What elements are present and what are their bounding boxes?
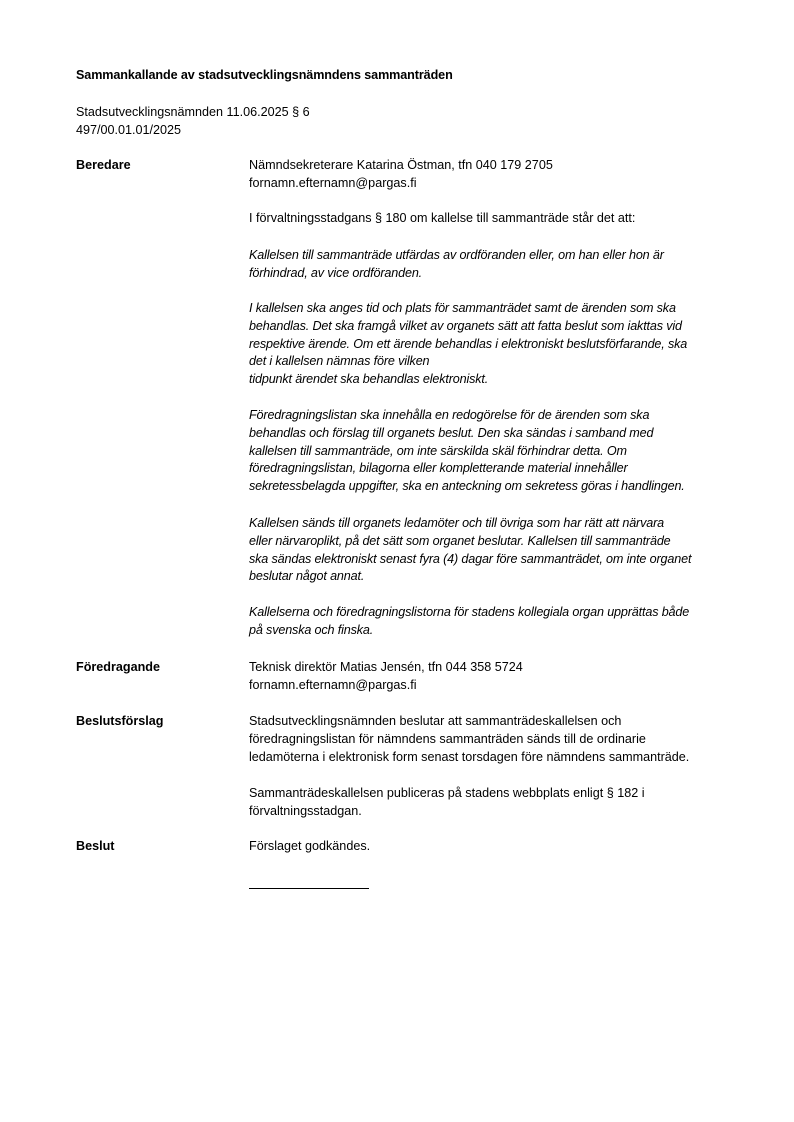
quote-line: förhindrad, av vice ordföranden. — [249, 265, 423, 280]
quote-paragraph-2 — [249, 300, 745, 389]
quote-paragraph-5 — [249, 604, 745, 640]
quote-line: beslutar något annat. — [249, 569, 365, 584]
quote-paragraph-1 — [249, 247, 745, 283]
document-title: Sammankallande av stadsutvecklingsnämndens sammanträden — [76, 68, 453, 82]
section-beslutsforslag — [249, 713, 745, 766]
section-label-beslut: Beslut — [76, 839, 115, 853]
presenter-email: fornamn.efternamn@pargas.fi — [249, 677, 417, 692]
quote-line: sekretessbelagda uppgifter, ska en anteckning om sekretess göras i handlingen. — [249, 479, 685, 494]
proposal-line: Sammanträdeskallelsen publiceras på stadens webbplats enligt § 182 i — [249, 786, 645, 800]
proposal-line: ledamöterna i elektronisk form senast torsdagen före nämndens sammanträde. — [249, 749, 690, 764]
quote-paragraph-3 — [249, 407, 745, 496]
preparer-email: fornamn.efternamn@pargas.fi — [249, 175, 417, 190]
quote-line: kallelsen till sammanträde, om inte särskilda skäl förhindrar detta. Om — [249, 443, 627, 458]
decision-text: Förslaget godkändes. — [249, 839, 371, 853]
proposal-line: Stadsutvecklingsnämnden beslutar att sammanträdeskallelsen och — [249, 714, 622, 728]
quote-line: Föredragningslistan ska innehålla en redogörelse för de ärenden som ska — [249, 408, 650, 422]
quote-line: respektive ärende. Om ett ärende behandlas i elektroniskt beslutsförfarande, ska — [249, 336, 688, 351]
section-foredragande — [249, 659, 745, 695]
proposal-line: föredragningslistan för nämndens sammanträden sänds till de ordinarie — [249, 731, 646, 746]
meeting-reference: Stadsutvecklingsnämnden 11.06.2025 § 6 — [76, 105, 310, 119]
quote-paragraph-4 — [249, 515, 745, 586]
preparer-name: Nämndsekreterare Katarina Östman, tfn 040 179 2705 — [249, 158, 553, 172]
quote-line: Kallelsen till sammanträde utfärdas av ordföranden eller, om han eller hon är — [249, 248, 664, 262]
quote-line: behandlas. Det ska framgå vilket av organets sätt att fatta beslut som iakttas vid — [249, 318, 682, 333]
section-beredare — [249, 157, 745, 193]
intro-text: I förvaltningsstadgans § 180 om kallelse till sammanträde står det att: — [249, 211, 636, 225]
case-number: 497/00.01.01/2025 — [76, 122, 182, 137]
quote-line: eller närvaroplikt, på det sätt som organet beslutar. Kallelsen till sammanträde — [249, 533, 671, 548]
quote-line: Kallelserna och föredragningslistorna för stadens kollegiala organ upprättas både — [249, 605, 690, 619]
section-label-beredare: Beredare — [76, 158, 131, 172]
proposal-line: förvaltningsstadgan. — [249, 803, 362, 818]
quote-line: Kallelsen sänds till organets ledamöter och till övriga som har rätt att närvara — [249, 516, 664, 530]
end-rule — [249, 888, 369, 889]
intro-paragraph — [249, 210, 745, 228]
section-label-foredragande: Föredragande — [76, 660, 160, 674]
document-meta — [76, 104, 310, 140]
quote-line: behandlas och förslag till organets beslut. Den ska sändas i samband med — [249, 425, 654, 440]
presenter-name: Teknisk direktör Matias Jensén, tfn 044 358 5724 — [249, 660, 523, 674]
section-beslut — [249, 838, 745, 856]
section-label-beslutsforslag: Beslutsförslag — [76, 714, 164, 728]
publication-paragraph — [249, 785, 745, 821]
quote-line: på svenska och finska. — [249, 622, 374, 637]
quote-line: föredragningslistan, bilagorna eller kompletterande material innehåller — [249, 461, 628, 476]
quote-line: det i kallelsen nämnas före vilken — [249, 354, 430, 369]
quote-line: ska sändas elektroniskt senast fyra (4) dagar före sammanträdet, om inte organet — [249, 551, 692, 566]
quote-line: I kallelsen ska anges tid och plats för sammanträdet samt de ärenden som ska — [249, 301, 676, 315]
quote-line: tidpunkt ärendet ska behandlas elektroniskt. — [249, 372, 489, 387]
